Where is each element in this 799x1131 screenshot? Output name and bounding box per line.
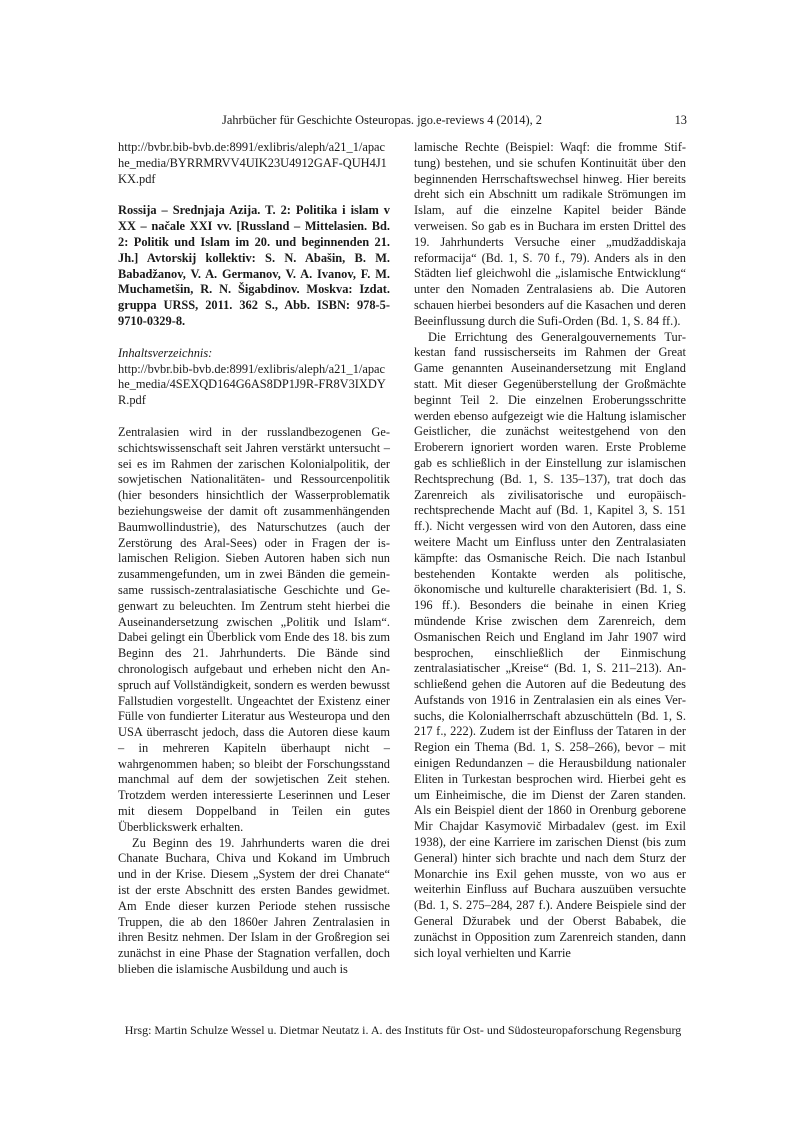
page-number: 13 (674, 113, 687, 127)
paragraph: Zu Beginn des 19. Jahrhunderts waren die drei Chanate Buchara, Chiva und Kokand im Umbruch und in der Krise. Diesem „System der drei Chanate“ ist der erste Abschnitt des ersten Bandes gewidmet. Am Ende dieser kurzen Periode stehen russische Truppen, die ab den 1860er Jahren Zentralasien in ihren Besitz nehmen. Der Islam in der Großregion sei zunächst in eine Phase der Stagnation verfallen, doch blieben die islamische Ausbildung und auch is (118, 835, 390, 977)
footer: Hrsg: Martin Schulze Wessel u. Dietmar Neutatz i. A. des Instituts für Ost- und Südosteuropaforschung Regensburg (124, 1023, 682, 1037)
paragraph: Die Errichtung des Generalgouvernements Turkestan fand russischerseits im Rahmen der Great Game genannten Auseinandersetzung mit England statt. Mit dieser Gegenüberstellung der Großmächte beginnt Teil 2. Die einzelnen Eroberungsschritte werden ebenso aufgezeigt wie die Haltung islamischer Geistlicher, die zunächst weitestgehend von den Eroberern ignoriert worden waren. Erste Probleme gab es schließlich in der Einstellung zur islamischen Rechtsprechung (Bd. 1, S. 135–137), trat doch das Zarenreich als zivilisatorische und europäisch-rechtsprechende Macht auf (Bd. 1, Kapitel 3, S. 151 ff.). Nicht vergessen wird von den Autoren, dass eine weitere Macht um Einfluss unter den Zentralasiaten kämpfte: das Osmanische Reich. Die nach Istanbul bestehenden Kontakte werden als politische, ökonomische und kulturelle charakterisiert (Bd. 1, S. 196 ff.). Besonders die beinahe in einen Krieg mündende Krise zwischen dem Zarenreich, dem Osmanischen Reich und England im Jahr 1907 wird besprochen, einschließlich der Einmischung zentralasiatischer „Kreise“ (Bd. 1, S. 211–213). Anschließend gehen die Autoren auf die Bedeutung des Aufstands von 1916 in Zentralasien ein als eines Versuchs, die Kolonialherrschaft abzuschütteln (Bd. 1, S. 217 f., 222). Zudem ist der Einfluss der Tataren in der Region ein Thema (Bd. 1, S. 258–266), bevor – mit einigen Redundanzen – die Herausbildung nationaler Eliten in Turkestan besprochen wird. Hierbei geht es um Einheimische, die im Dienst der Zaren standen. Als ein Beispiel dient der 1860 in Orenburg geborene Mir Chajdar Kasymovič Mirbadalev (gest. im Exil 1938), der eine Karriere im zarischen Dienst (bis zum General) hinter sich brachte und nach dem Sturz der Monarchie ins Exil gehen musste, von wo aus er weiterhin Einfluss auf Buchara auszuüben versuchte (Bd. 1, S. 275–284, 287 f.). Andere Beispiele sind der General Džurabek und der Oberst Bababek, die zunächst in Opposition zum Zarenreich standen, dann sich loyal verhielten und Karrie (414, 329, 686, 960)
toc-link-2[interactable]: http://bvbr.bib-bvb.de:8991/exlibris/aleph/a21_1/apache_media/4SEXQD164G6AS8DP1J9R-FR8V3IXDYR.pdf (118, 361, 386, 408)
left-column (118, 140, 390, 978)
toc-label: Inhaltsverzeichnis: (118, 345, 213, 360)
paragraph: lamische Rechte (Beispiel: Waqf: die fromme Stiftung) bestehen, und sie schufen Kontinuität über den beginnenden Herrschaftswechsel hinweg. Hier bereits dreht sich ein Abschnitt um radikale Strömungen im Islam, auf die einzelne Kapitel beider Bände verweisen. So gab es in Buchara im ersten Drittel des 19. Jahrhunderts Versuche einer „mudžaddiskaja reformacija“ (Bd. 1, S. 70 f., 79). Anders als in den Städten lief gleichwohl die „islamische Entwicklung“ unter den Nomaden Zentralasiens ab. Die Autoren schauen hierbei besonders auf die Kasachen und deren Beeinflussung durch die Sufi-Orden (Bd. 1, S. 84 ff.). (414, 140, 686, 328)
running-title: Jahrbücher für Geschichte Osteuropas. jgo.e-reviews 4 (2014), 2 (222, 113, 542, 127)
toc-link-1[interactable]: http://bvbr.bib-bvb.de:8991/exlibris/aleph/a21_1/apache_media/BYRRMRVV4UIK23U4912GAF-QUH4J1KX.pdf (118, 140, 387, 186)
right-column (414, 140, 686, 961)
running-header (222, 113, 687, 128)
paragraph: Zentralasien wird in der russlandbezogenen Geschichtswissenschaft seit Jahren verstärkt untersucht – sei es im Rahmen der zarischen Kolonialpolitik, der sowjetischen Nationalitäten- und Ressourcenpolitik (hier besonders hinsichtlich der Wasserproblematik beziehungsweise der damit oft zusammenhängenden Baumwollindustrie), des Naturschutzes (auch der Zerstörung des Aral-Sees) oder in Fragen der islamischen Religion. Sieben Autoren haben sich nun zusammengefunden, um in zwei Bänden die gemeinsame russisch-zentralasiatische Geschichte und Gegenwart zu beleuchten. Im Zentrum steht hierbei die Auseinandersetzung zwischen „Politik und Islam“. Dabei gelingt ein Überblick vom Ende des 18. bis zum Beginn des 21. Jahrhunderts. Die Bände sind chronologisch aufgebaut und erheben nicht den Anspruch auf Vollständigkeit, sondern es werden bewusst Fallstudien vorgestellt. Ungeachtet der Existenz einer Fülle von fundierter Literatur aus Westeuropa und den USA überrascht jedoch, dass die Autoren diese kaum – in mehreren Kapiteln überhaupt nicht – wahrgenommen haben; so bleibt der Forschungsstand manchmal auf dem der sowjetischen Zeit stehen. Trotzdem werden interessierte Leserinnen und Leser mit diesem Doppelband in Teilen ein gutes Überblickswerk erhalten. (118, 424, 390, 834)
bibliographic-entry: Rossija – Srednjaja Azija. T. 2: Politika i islam v XX – načale XXI vv. [Russland – Mittelasien. Bd. 2: Politik und Islam im 20. und beginnenden 21. Jh.] Avtorskij kollektiv: S. N. Abašin, B. M. Babadžanov, V. A. Germanov, V. A. Ivanov, F. M. Muchametšin, R. N. Šigabdinov. Moskva: Izdat. gruppa URSS, 2011. 362 S., Abb. ISBN: 978-5-9710-0329-8. (118, 203, 390, 328)
